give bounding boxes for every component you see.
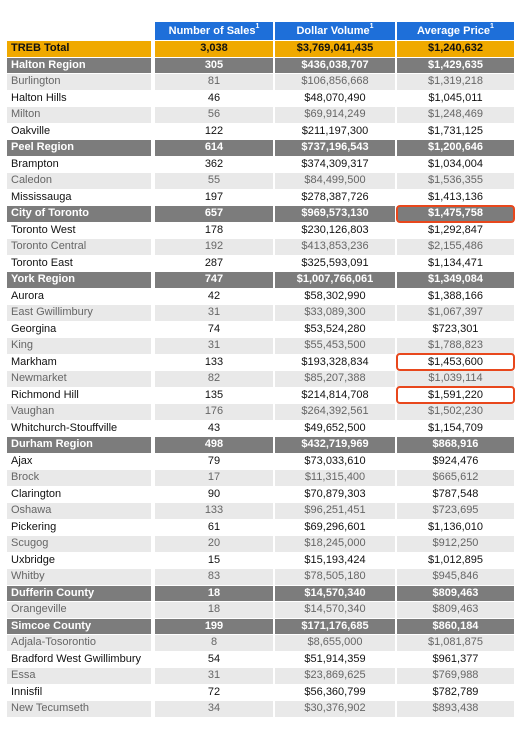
row-sales: 90 (155, 487, 273, 503)
row-sales: 199 (155, 619, 273, 635)
header-number-of-sales: Number of Sales$^1$ (155, 22, 273, 40)
row-name: Richmond Hill (7, 388, 151, 404)
row-name: Uxbridge (7, 553, 151, 569)
row-price: $1,788,823 (397, 338, 514, 354)
row-sales: 31 (155, 305, 273, 321)
row-price: $769,988 (397, 668, 514, 684)
row-name: Markham (7, 355, 151, 371)
row-name: Adjala-Tosorontio (7, 635, 151, 651)
row-price: $1,134,471 (397, 256, 514, 272)
row-sales: 133 (155, 503, 273, 519)
row-sales: 614 (155, 140, 273, 156)
row-volume: $432,719,969 (275, 437, 395, 453)
table-row (7, 206, 514, 223)
row-name: Clarington (7, 487, 151, 503)
table-row (7, 338, 514, 355)
row-sales: 3,038 (155, 41, 273, 57)
row-name: Caledon (7, 173, 151, 189)
row-price: $1,591,220 (397, 388, 514, 404)
row-name: Essa (7, 668, 151, 684)
row-name: Oakville (7, 124, 151, 140)
row-price: $723,301 (397, 322, 514, 338)
table-row (7, 256, 514, 273)
row-price: $1,081,875 (397, 635, 514, 651)
row-price: $1,536,355 (397, 173, 514, 189)
table-row (7, 701, 514, 718)
row-price: $945,846 (397, 569, 514, 585)
row-volume: $413,853,236 (275, 239, 395, 255)
row-sales: 287 (155, 256, 273, 272)
row-name: Aurora (7, 289, 151, 305)
row-volume: $33,089,300 (275, 305, 395, 321)
row-name: TREB Total (7, 41, 151, 57)
row-price: $723,695 (397, 503, 514, 519)
row-price: $1,200,646 (397, 140, 514, 156)
table-row (7, 371, 514, 388)
row-price: $665,612 (397, 470, 514, 486)
table-row (7, 569, 514, 586)
table-row (7, 355, 514, 372)
row-sales: 82 (155, 371, 273, 387)
row-sales: 31 (155, 338, 273, 354)
row-sales: 362 (155, 157, 273, 173)
row-volume: $278,387,726 (275, 190, 395, 206)
row-sales: 133 (155, 355, 273, 371)
row-name: Whitchurch-Stouffville (7, 421, 151, 437)
table-row (7, 190, 514, 207)
row-name: Simcoe County (7, 619, 151, 635)
row-sales: 178 (155, 223, 273, 239)
row-name: Vaughan (7, 404, 151, 420)
row-sales: 83 (155, 569, 273, 585)
table-row (7, 602, 514, 619)
row-name: King (7, 338, 151, 354)
table-row (7, 388, 514, 405)
table-row (7, 272, 514, 289)
row-name: Newmarket (7, 371, 151, 387)
row-volume: $374,309,317 (275, 157, 395, 173)
row-name: Burlington (7, 74, 151, 90)
row-sales: 31 (155, 668, 273, 684)
row-name: Whitby (7, 569, 151, 585)
row-price: $809,463 (397, 602, 514, 618)
row-price: $809,463 (397, 586, 514, 602)
row-sales: 54 (155, 652, 273, 668)
row-volume: $53,524,280 (275, 322, 395, 338)
row-name: Halton Hills (7, 91, 151, 107)
row-price: $961,377 (397, 652, 514, 668)
row-name: East Gwillimbury (7, 305, 151, 321)
row-price: $2,155,486 (397, 239, 514, 255)
table-row (7, 520, 514, 537)
row-sales: 61 (155, 520, 273, 536)
row-volume: $48,070,490 (275, 91, 395, 107)
row-name: Georgina (7, 322, 151, 338)
row-volume: $14,570,340 (275, 586, 395, 602)
row-price: $1,319,218 (397, 74, 514, 90)
table-row (7, 74, 514, 91)
row-volume: $211,197,300 (275, 124, 395, 140)
table-row (7, 41, 514, 58)
row-volume: $3,769,041,435 (275, 41, 395, 57)
row-sales: 79 (155, 454, 273, 470)
row-name: Toronto Central (7, 239, 151, 255)
table-row (7, 58, 514, 75)
row-name: Toronto West (7, 223, 151, 239)
row-price: $1,413,136 (397, 190, 514, 206)
row-name: Mississauga (7, 190, 151, 206)
row-volume: $58,302,990 (275, 289, 395, 305)
row-name: Brock (7, 470, 151, 486)
row-volume: $18,245,000 (275, 536, 395, 552)
row-volume: $106,856,668 (275, 74, 395, 90)
row-volume: $85,207,388 (275, 371, 395, 387)
row-volume: $30,376,902 (275, 701, 395, 717)
row-sales: 55 (155, 173, 273, 189)
row-volume: $14,570,340 (275, 602, 395, 618)
row-price: $860,184 (397, 619, 514, 635)
header-dollar-volume: Dollar Volume$^1$ (275, 22, 395, 40)
table-row (7, 289, 514, 306)
row-sales: 17 (155, 470, 273, 486)
table-row (7, 421, 514, 438)
row-price: $893,438 (397, 701, 514, 717)
row-name: Bradford West Gwillimbury (7, 652, 151, 668)
table-row (7, 487, 514, 504)
row-volume: $969,573,130 (275, 206, 395, 222)
row-sales: 74 (155, 322, 273, 338)
row-sales: 135 (155, 388, 273, 404)
row-sales: 20 (155, 536, 273, 552)
table-row (7, 635, 514, 652)
row-volume: $73,033,610 (275, 454, 395, 470)
table-row (7, 404, 514, 421)
row-name: Orangeville (7, 602, 151, 618)
row-sales: 18 (155, 586, 273, 602)
row-price: $787,548 (397, 487, 514, 503)
row-volume: $69,296,601 (275, 520, 395, 536)
row-sales: 176 (155, 404, 273, 420)
row-price: $1,240,632 (397, 41, 514, 57)
row-volume: $171,176,685 (275, 619, 395, 635)
row-name: Innisfil (7, 685, 151, 701)
row-price: $924,476 (397, 454, 514, 470)
row-volume: $8,655,000 (275, 635, 395, 651)
row-name: Ajax (7, 454, 151, 470)
row-volume: $84,499,500 (275, 173, 395, 189)
row-price: $1,136,010 (397, 520, 514, 536)
row-name: Brampton (7, 157, 151, 173)
row-sales: 18 (155, 602, 273, 618)
row-name: New Tecumseth (7, 701, 151, 717)
row-volume: $325,593,091 (275, 256, 395, 272)
row-name: Durham Region (7, 437, 151, 453)
table-row (7, 668, 514, 685)
row-sales: 747 (155, 272, 273, 288)
row-volume: $230,126,803 (275, 223, 395, 239)
row-sales: 34 (155, 701, 273, 717)
table-row (7, 239, 514, 256)
row-price: $1,388,166 (397, 289, 514, 305)
row-volume: $436,038,707 (275, 58, 395, 74)
row-sales: 498 (155, 437, 273, 453)
table-row (7, 140, 514, 157)
row-sales: 122 (155, 124, 273, 140)
table-row (7, 107, 514, 124)
row-sales: 42 (155, 289, 273, 305)
table-row (7, 503, 514, 520)
row-name: Toronto East (7, 256, 151, 272)
row-sales: 56 (155, 107, 273, 123)
row-volume: $737,196,543 (275, 140, 395, 156)
row-volume: $11,315,400 (275, 470, 395, 486)
row-sales: 81 (155, 74, 273, 90)
table-row (7, 173, 514, 190)
table-row (7, 553, 514, 570)
row-price: $1,475,758 (397, 206, 514, 222)
table-row (7, 454, 514, 471)
row-sales: 8 (155, 635, 273, 651)
table-header (7, 22, 514, 40)
row-sales: 43 (155, 421, 273, 437)
row-sales: 657 (155, 206, 273, 222)
row-name: Milton (7, 107, 151, 123)
table-row (7, 586, 514, 603)
row-volume: $69,914,249 (275, 107, 395, 123)
row-price: $1,292,847 (397, 223, 514, 239)
row-price: $1,502,230 (397, 404, 514, 420)
row-price: $1,012,895 (397, 553, 514, 569)
row-name: Scugog (7, 536, 151, 552)
row-volume: $264,392,561 (275, 404, 395, 420)
row-sales: 192 (155, 239, 273, 255)
row-volume: $49,652,500 (275, 421, 395, 437)
row-name: Peel Region (7, 140, 151, 156)
row-volume: $214,814,708 (275, 388, 395, 404)
row-price: $1,045,011 (397, 91, 514, 107)
row-price: $1,248,469 (397, 107, 514, 123)
row-price: $1,453,600 (397, 355, 514, 371)
row-volume: $96,251,451 (275, 503, 395, 519)
row-name: York Region (7, 272, 151, 288)
row-volume: $78,505,180 (275, 569, 395, 585)
row-sales: 197 (155, 190, 273, 206)
table-row (7, 91, 514, 108)
table-row (7, 124, 514, 141)
row-sales: 305 (155, 58, 273, 74)
row-volume: $1,007,766,061 (275, 272, 395, 288)
row-price: $868,916 (397, 437, 514, 453)
row-price: $1,034,004 (397, 157, 514, 173)
table-row (7, 437, 514, 454)
row-price: $1,731,125 (397, 124, 514, 140)
row-name: Halton Region (7, 58, 151, 74)
table-row (7, 157, 514, 174)
row-price: $1,429,635 (397, 58, 514, 74)
row-price: $1,039,114 (397, 371, 514, 387)
table-row (7, 322, 514, 339)
row-price: $1,349,084 (397, 272, 514, 288)
row-price: $782,789 (397, 685, 514, 701)
row-price: $1,067,397 (397, 305, 514, 321)
row-sales: 72 (155, 685, 273, 701)
row-name: Pickering (7, 520, 151, 536)
header-average-price: Average Price$^1$ (397, 22, 514, 40)
table-row (7, 223, 514, 240)
row-volume: $193,328,834 (275, 355, 395, 371)
table-row (7, 536, 514, 553)
row-name: Dufferin County (7, 586, 151, 602)
row-volume: $51,914,359 (275, 652, 395, 668)
row-sales: 15 (155, 553, 273, 569)
row-price: $912,250 (397, 536, 514, 552)
row-price: $1,154,709 (397, 421, 514, 437)
row-volume: $23,869,625 (275, 668, 395, 684)
table-row (7, 619, 514, 636)
row-name: Oshawa (7, 503, 151, 519)
table-row (7, 652, 514, 669)
table-row (7, 470, 514, 487)
row-volume: $55,453,500 (275, 338, 395, 354)
row-name: City of Toronto (7, 206, 151, 222)
row-sales: 46 (155, 91, 273, 107)
row-volume: $15,193,424 (275, 553, 395, 569)
row-volume: $70,879,303 (275, 487, 395, 503)
row-volume: $56,360,799 (275, 685, 395, 701)
table-row (7, 305, 514, 322)
table-row (7, 685, 514, 702)
